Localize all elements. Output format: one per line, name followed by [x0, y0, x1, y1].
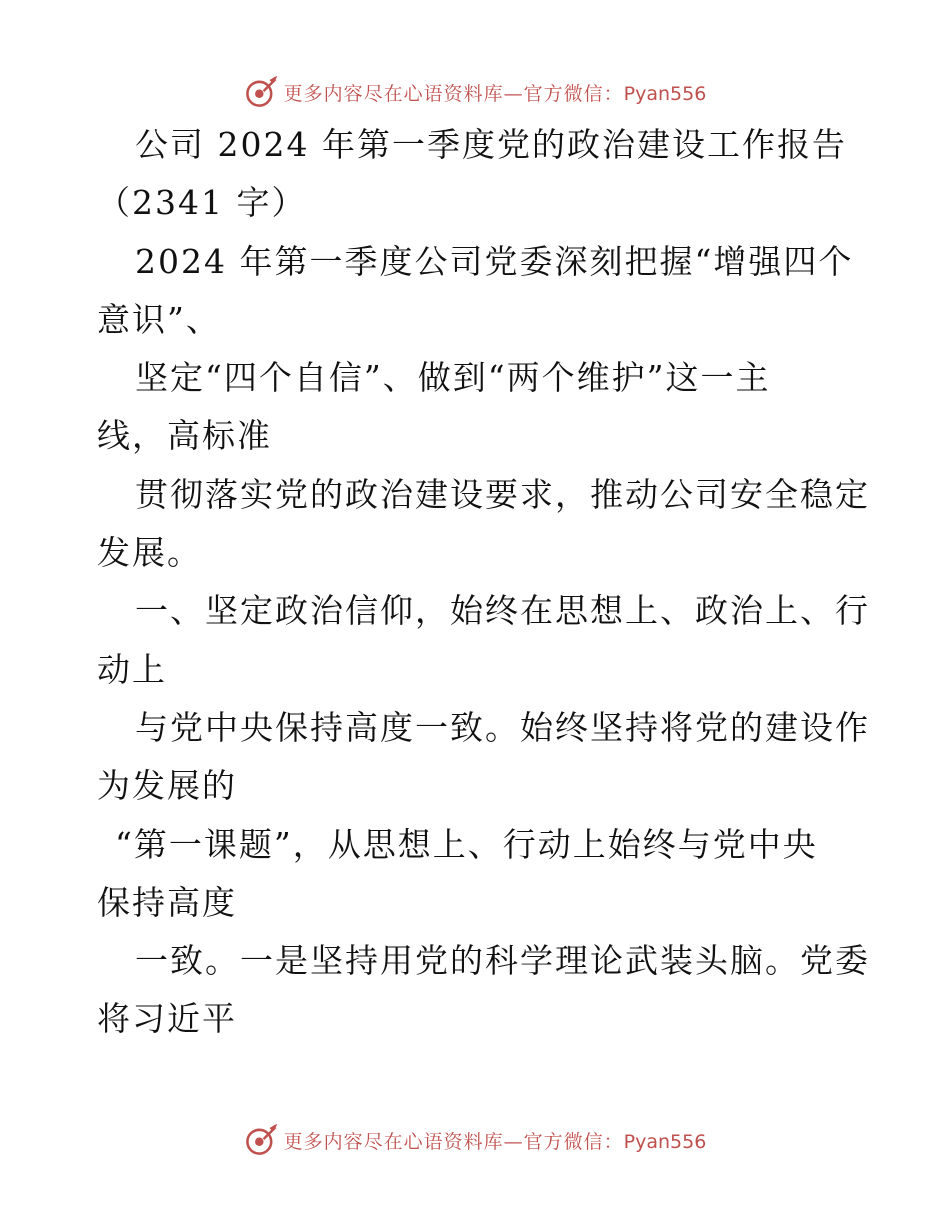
watermark-footer — [0, 1120, 950, 1160]
paragraph-line: 贯彻落实党的政治建设要求，推动公司安全稳定 — [135, 474, 870, 514]
paragraph-line: 为发展的 — [97, 766, 237, 806]
document-title: 公司 2024 年第一季度党的政治建设工作报告 — [135, 125, 847, 164]
quill-logo-icon — [244, 1123, 278, 1157]
quill-logo-icon — [244, 75, 278, 109]
document-body — [97, 116, 870, 1049]
paragraph-line: 一致。一是坚持用党的科学理论武装头脑。党委 — [135, 941, 870, 981]
paragraph-line: 发展。 — [97, 533, 202, 573]
paragraph-line: 2024 年第一季度公司党委深刻把握“增强四个 — [135, 241, 854, 281]
document-word-count: （2341 字） — [97, 183, 307, 223]
watermark-text: 更多内容尽在心语资料库—官方微信：Pyan556 — [283, 82, 707, 105]
watermark-text: 更多内容尽在心语资料库—官方微信：Pyan556 — [283, 1130, 707, 1153]
section-heading-line: 一、坚定政治信仰，始终在思想上、政治上、行 — [135, 591, 870, 631]
section-heading-line: 动上 — [97, 649, 167, 689]
paragraph-line: 将习近平 — [97, 999, 237, 1039]
paragraph-line: “第一课题”，从思想上、行动上始终与党中央 — [115, 824, 818, 864]
watermark-header — [0, 72, 950, 112]
paragraph-line: 保持高度 — [97, 882, 237, 922]
paragraph-line: 意识”、 — [97, 299, 221, 339]
paragraph-line: 线，高标准 — [97, 416, 272, 456]
paragraph-line: 坚定“四个自信”、做到“两个维护”这一主 — [135, 358, 771, 398]
paragraph-line: 与党中央保持高度一致。始终坚持将党的建设作 — [135, 707, 870, 747]
